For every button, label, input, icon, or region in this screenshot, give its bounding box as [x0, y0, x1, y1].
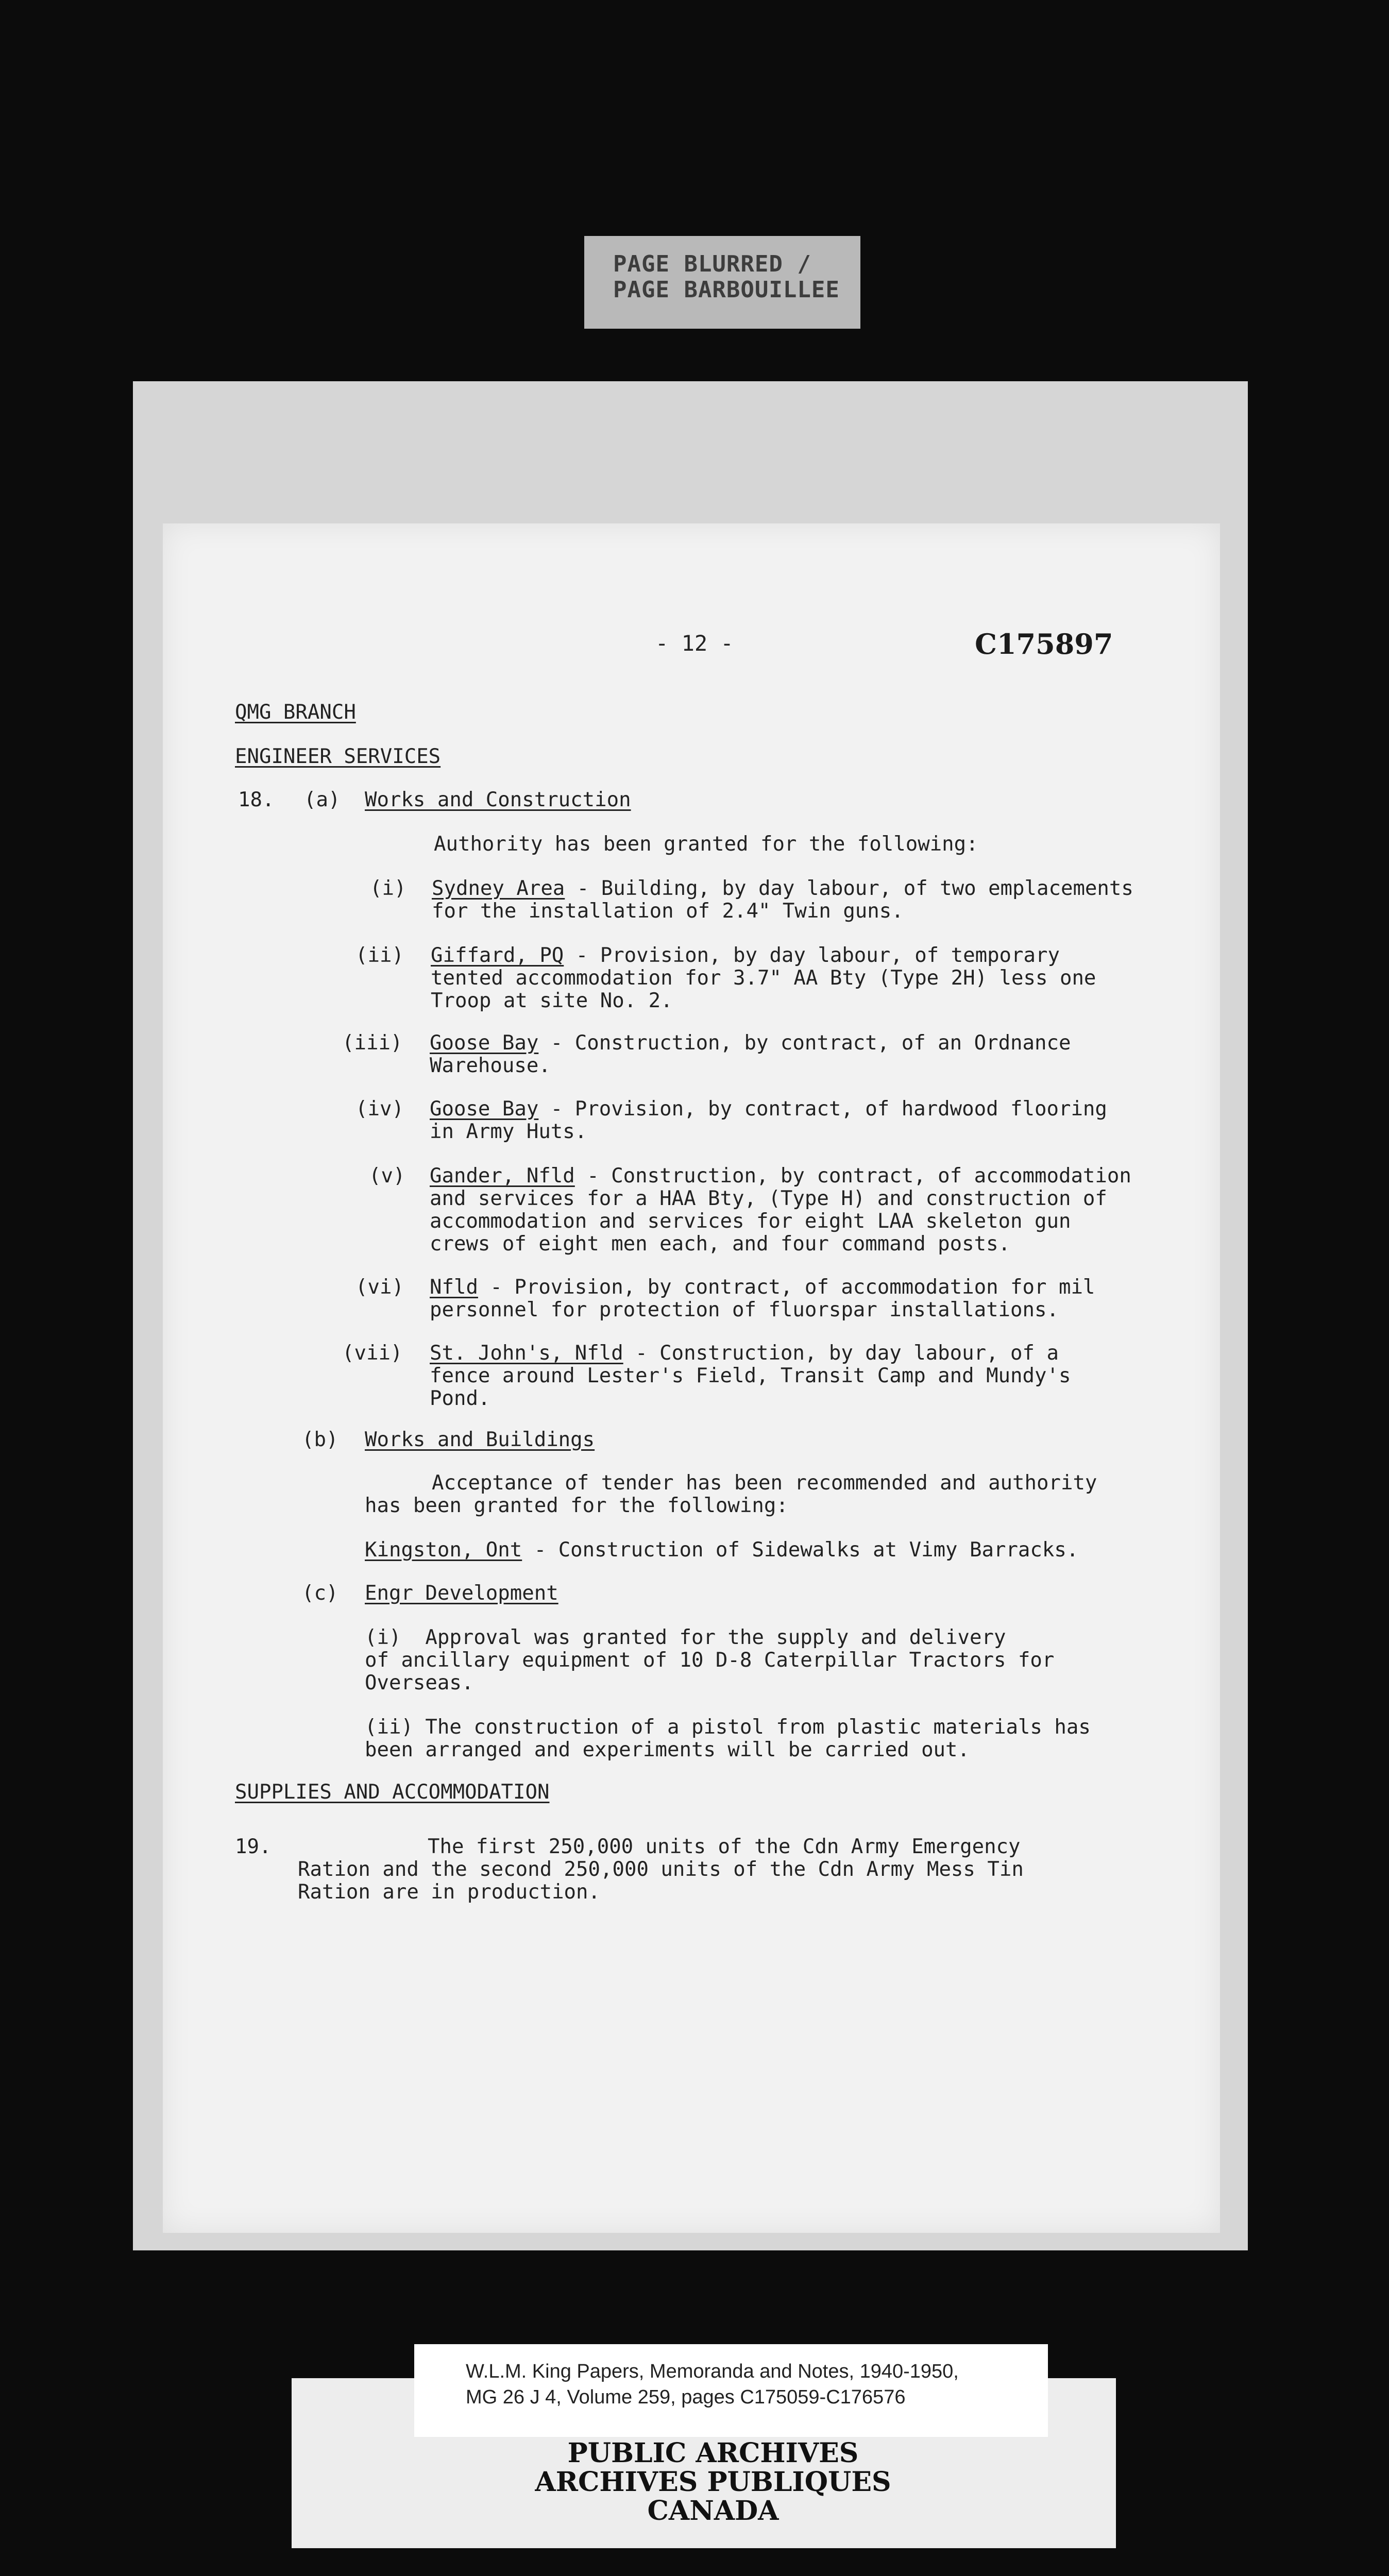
para-19-number: 19. [235, 1835, 272, 1858]
item-ii-line-3: Troop at site No. 2. [431, 989, 673, 1012]
subsection-b-line-1: Acceptance of tender has been recommended and authority [432, 1471, 1097, 1495]
subsection-b-text-3: - Construction of Sidewalks at Vimy Barracks. [522, 1538, 1079, 1562]
item-iii-text-1: - Construction, by contract, of an Ordnance [538, 1031, 1071, 1055]
item-iv-place: Goose Bay [430, 1097, 539, 1121]
item-vi-place: Nfld [430, 1276, 478, 1299]
subsection-c2-line-1: (ii) The construction of a pistol from plastic materials has [365, 1716, 1091, 1739]
item-vii-text-1: - Construction, by day labour, of a [623, 1342, 1059, 1365]
engineer-services-heading: ENGINEER SERVICES [235, 745, 441, 768]
item-iii-line-1 [430, 1031, 1071, 1055]
item-vi-text-1: - Provision, by contract, of accommodation for mil [478, 1276, 1095, 1299]
para-19-line-1: The first 250,000 units of the Cdn Army Emergency [428, 1835, 1021, 1858]
item-iv-text-1: - Provision, by contract, of hardwood flooring [538, 1097, 1107, 1121]
subsection-b-place: Kingston, Ont [365, 1538, 522, 1562]
item-iii-place: Goose Bay [430, 1031, 539, 1055]
subsection-a-intro: Authority has been granted for the following: [434, 833, 978, 856]
item-iv-line-1 [430, 1097, 1107, 1121]
item-v-line-2: and services for a HAA Bty, (Type H) and construction of [430, 1187, 1107, 1210]
item-iv-line-2: in Army Huts. [430, 1120, 587, 1143]
item-vi-line-1 [430, 1276, 1095, 1299]
page-blurred-stamp [584, 236, 860, 329]
para-19-line-2: Ration and the second 250,000 units of the Cdn Army Mess Tin [298, 1858, 1024, 1881]
item-ii-place: Giffard, PQ [431, 944, 564, 967]
item-vii-number: (vii) [342, 1342, 403, 1365]
item-v-line-4: crews of eight men each, and four command posts. [430, 1232, 1011, 1256]
item-iii-number: (iii) [342, 1031, 403, 1055]
citation-line-2: MG 26 J 4, Volume 259, pages C175059-C176576 [466, 2386, 906, 2408]
citation-line-1: W.L.M. King Papers, Memoranda and Notes, 1940-1950, [466, 2361, 959, 2382]
item-ii-number: (ii) [355, 944, 404, 967]
subsection-c2-line-2: been arranged and experiments will be carried out. [365, 1738, 970, 1761]
para-19-line-3: Ration are in production. [298, 1880, 600, 1904]
item-iii-line-2: Warehouse. [430, 1054, 551, 1077]
item-i-place: Sydney Area [432, 877, 565, 900]
item-i-line-2: for the installation of 2.4" Twin guns. [432, 900, 904, 923]
item-ii-text-1: - Provision, by day labour, of temporary [564, 944, 1060, 967]
item-vii-line-2: fence around Lester's Field, Transit Camp and Mundy's [430, 1364, 1071, 1387]
subsection-b-line-2: has been granted for the following: [365, 1494, 788, 1517]
item-v-line-1 [430, 1164, 1131, 1188]
stamp-line-1: PAGE BLURRED / [613, 251, 811, 277]
subsection-c1-line-3: Overseas. [365, 1671, 474, 1694]
stamp-line-2: PAGE BARBOUILLEE [613, 277, 840, 303]
branch-heading: QMG BRANCH [235, 701, 356, 724]
para-18-number: 18. [238, 788, 275, 811]
archives-line-2: ARCHIVES PUBLIQUES [535, 2466, 891, 2498]
item-i-text-1: - Building, by day labour, of two emplacements [565, 877, 1133, 900]
archives-line-1: PUBLIC ARCHIVES [567, 2437, 859, 2469]
item-v-line-3: accommodation and services for eight LAA skeleton gun [430, 1210, 1071, 1233]
item-vii-place: St. John's, Nfld [430, 1342, 623, 1365]
item-vi-line-2: personnel for protection of fluorspar installations. [430, 1298, 1059, 1321]
item-vii-line-1 [430, 1342, 1059, 1365]
document-number: C175897 [975, 628, 1113, 660]
item-vi-number: (vi) [355, 1276, 404, 1299]
item-i-line-1 [432, 877, 1133, 901]
item-ii-line-1 [431, 944, 1060, 968]
item-v-number: (v) [369, 1164, 405, 1188]
subsection-c-title: Engr Development [365, 1582, 558, 1605]
item-v-text-1: - Construction, by contract, of accommodation [574, 1164, 1131, 1188]
subsection-b-line-3 [365, 1538, 1078, 1562]
item-v-place: Gander, Nfld [430, 1164, 575, 1188]
supplies-heading: SUPPLIES AND ACCOMMODATION [235, 1781, 550, 1804]
subsection-b-title: Works and Buildings [365, 1428, 595, 1451]
item-i-number: (i) [370, 877, 406, 900]
subsection-b-label: (b) [302, 1428, 338, 1451]
subsection-a-title: Works and Construction [365, 788, 631, 811]
archives-line-3: CANADA [647, 2495, 779, 2527]
item-vii-line-3: Pond. [430, 1387, 490, 1410]
subsection-a-label: (a) [304, 788, 341, 811]
subsection-c1-line-1: (i) Approval was granted for the supply and delivery [365, 1626, 1006, 1649]
subsection-c-label: (c) [302, 1582, 338, 1605]
subsection-c1-line-2: of ancillary equipment of 10 D-8 Caterpillar Tractors for [365, 1649, 1055, 1672]
page-number: - 12 - [655, 631, 734, 656]
item-iv-number: (iv) [355, 1097, 404, 1121]
item-ii-line-2: tented accommodation for 3.7" AA Bty (Type 2H) less one [431, 967, 1096, 990]
citation-label [414, 2344, 1048, 2437]
archives-stamp [409, 2439, 1017, 2526]
